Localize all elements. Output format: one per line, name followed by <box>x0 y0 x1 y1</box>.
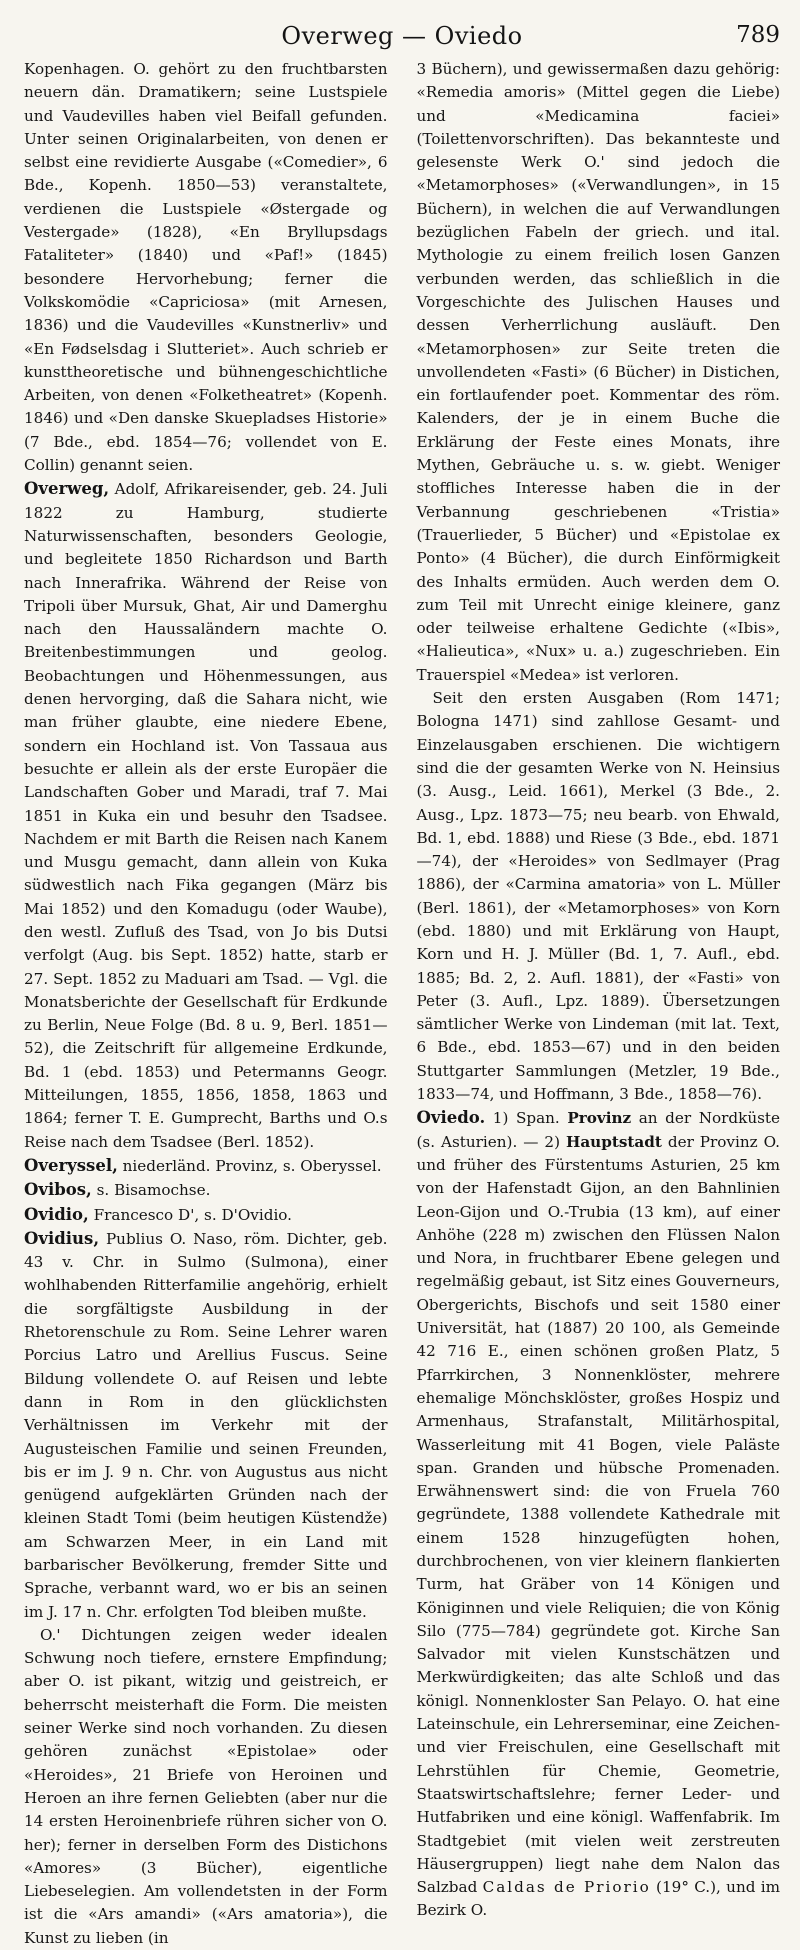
entry-overyssel <box>24 1154 388 1178</box>
lemma-overyssel: Overyssel, <box>24 1155 118 1175</box>
entry-overyssel-text: niederländ. Provinz, s. Oberyssel. <box>117 1156 382 1175</box>
entry-ovibos-text: s. Bisamochse. <box>91 1181 211 1200</box>
oviedo-pre: 1) Span. <box>485 1109 568 1128</box>
oviedo-hauptstadt: Hauptstadt <box>565 1132 662 1151</box>
right-column <box>416 58 780 1920</box>
entry-overweg <box>24 477 388 1154</box>
entry-ovidius-text: Publius O. Naso, röm. Dichter, geb. 43 v. Chr. in Sulmo (Sulmona), einer wohlhabenden Ritterfamilie angehörig, erhielt die sorgfältigste Ausbildung in der Rhetorenschule zu Rom. Seine Lehrer waren Porcius Latro und Arellius Fuscus. Seine Bildung vollendete O. auf Reisen und lebte dann in Rom in den glücklichsten Verhältnissen im Verkehr mit der Augusteischen Familie und seinen Freunden, bis er im J. 9 n. Chr. von Augustus aus nicht genügend aufgeklärten Gründen nach der kleinen Stadt Tomi (beim heutigen Küstendže) am Schwarzen Meer, in ein Land mit barbarischer Bevölkerung, fremder Sitte und Sprache, verbannt ward, wo er bis an seinen im J. 17 n. Chr. erfolgten Tod bleiben mußte. <box>24 1229 388 1621</box>
page-number: 789 <box>736 22 780 48</box>
oviedo-mid: an der Nordküste (s. Asturien). — 2) <box>416 1109 780 1151</box>
ovidius-continuation: 3 Büchern), und gewissermaßen dazu gehörig: «Remedia amoris» (Mittel gegen die Liebe) und «Medicamina faciei» (Toilettenvorschriften). Das bekannteste und gelesenste Werk O.' sind jedoch die «Metamorphoses» («Verwandlungen», in 15 Büchern), in welchen die auf Verwandlungen bezüglichen Fabeln der griech. und ital. Mythologie zu einem freilich losen Ganzen verbunden werden, das schließlich in die Vorgeschichte des Julischen Hauses und dessen Verherrlichung ausläuft. Den «Metamorphosen» zur Seite treten die unvollendeten «Fasti» (6 Bücher) in Distichen, ein fortlaufender poet. Kommentar des röm. Kalenders, der je in einem Buche die Erklärung der Feste eines Monats, ihre Mythen, Gebräuche u. s. w. giebt. Weniger stoffliches Interesse haben die in der Verbannung geschriebenen «Tristia» (Trauerlieder, 5 Bücher) und «Epistolae ex Ponto» (4 Bücher), die durch Einförmigkeit des Inhalts ermüden. Auch werden dem O. zum Teil mit Unrecht einige kleinere, ganz oder teilweise erhaltene Gedichte («Ibis», «Halieutica», «Nux» u. a.) zugeschrieben. Ein Trauerspiel «Medea» ist verloren. <box>416 60 780 684</box>
entry-ovidio <box>24 1203 388 1227</box>
caldas-de-priorio: Caldas de Priorio <box>482 1878 651 1897</box>
paragraph-ausgaben: Seit den ersten Ausgaben (Rom 1471; Bologna 1471) sind zahllose Gesamt- und Einzelausgaben erschienen. Die wichtigern sind die der gesamten Werke von N. Heinsius (3. Ausg., Leid. 1661), Merkel (3 Bde., 2. Ausg., Lpz. 1873—75; neu bearb. von Ehwald, Bd. 1, ebd. 1888) und Riese (3 Bde., ebd. 1871—74), der «Heroides» von Sedlmayer (Prag 1886), der «Carmina amatoria» von L. Müller (Berl. 1861), der «Metamorphoses» von Korn (ebd. 1880) und mit Erklärung von Haupt, Korn und H. J. Müller (Bd. 1, 7. Aufl., ebd. 1885; Bd. 2, 2. Aufl. 1881), der «Fasti» von Peter (3. Aufl., Lpz. 1889). Übersetzungen sämtlicher Werke von Lindeman (mit lat. Text, 6 Bde., ebd. 1853—67) und in den beiden Stuttgarter Sammlungen (Metzler, 19 Bde., 1833—74, und Hoffmann, 3 Bde., 1858—76). <box>416 689 780 1104</box>
lemma-overweg: Overweg, <box>24 479 110 499</box>
text-columns <box>24 58 780 1947</box>
page-header <box>24 18 780 58</box>
entry-ovidio-text: Francesco D', s. D'Ovidio. <box>88 1205 293 1224</box>
entry-continuation: Kopenhagen. O. gehört zu den fruchtbarsten neuern dän. Dramatikern; seine Lustspiele und Vaudevilles haben viel Beifall gefunden. Unter seinen Originalarbeiten, von denen er selbst eine revidierte Ausgabe («Comedier», 6 Bde., Kopenh. 1850—53) veranstaltete, verdienen die Lustspiele «Østergade og Vestergade» (1828), «En Bryllupsdags Fataliteter» (1840) und «Paf!» (1845) besondere Hervorhebung; ferner die Volkskomödie «Capriciosa» (mit Arnesen, 1836) und die Vaudevilles «Kunstnerliv» und «En Fødselsdag i Slutteriet». Auch schrieb er kunsttheoretische und bühnengeschichtliche Arbeiten, von denen «Folketheatret» (Kopenh. 1846) und «Den danske Skuepladses Historie» (7 Bde., ebd. 1854—76; vollendet von E. Collin) genannt seien. <box>24 60 388 475</box>
lemma-ovidio: Ovidio, <box>24 1204 89 1224</box>
oviedo-provinz: Provinz <box>567 1109 632 1128</box>
left-column <box>24 58 388 1947</box>
entry-ovidius <box>24 1227 388 1624</box>
lemma-ovibos: Ovibos, <box>24 1180 92 1200</box>
entry-oviedo <box>416 1106 780 1922</box>
lemma-ovidius: Ovidius, <box>24 1228 100 1248</box>
paragraph-dichtungen: O.' Dichtungen zeigen weder idealen Schwung noch tiefere, ernstere Empfindung; aber O. ist pikant, witzig und geistreich, er beherrscht meisterhaft die Form. Die meisten seiner Werke sind noch vorhanden. Zu diesen gehören zunächst «Epistolae» oder «Heroides», 21 Briefe von Heroinen und Heroen an ihre fernen Geliebten (aber nur die 14 ersten Heroinenbriefe rühren sicher von O. her); ferner in derselben Form des Distichons «Amores» (3 Bücher), eigentliche Liebeselegien. Am vollendetsten in der Form ist die «Ars amandi» («Ars amatoria»), die Kunst zu lieben (in <box>24 1625 388 1947</box>
running-head: Overweg — Oviedo <box>281 22 523 50</box>
oviedo-end: (19° C.), und im Bezirk O. <box>416 1878 780 1920</box>
column-divider <box>402 58 403 1298</box>
entry-ovibos <box>24 1178 388 1202</box>
oviedo-text: der Provinz O. und früher des Fürstentums Asturien, 25 km von der Hafenstadt Gijon, an den Bahnlinien Leon-Gijon und O.-Trubia (13 km), auf einer Anhöhe (228 m) zwischen den Flüssen Nalon und Nora, in fruchtbarer Ebene gelegen und regelmäßig gebaut, ist Sitz eines Gouverneurs, Obergerichts, Bischofs und seit 1580 einer Universität, hat (1887) 20 100, als Gemeinde 42 716 E., einen schönen großen Platz, 5 Pfarrkirchen, 3 Nonnenklöster, mehrere ehemalige Mönchsklöster, großes Hospiz und Armenhaus, Strafanstalt, Militärhospital, Wasserleitung mit 41 Bogen, viele Paläste span. Granden und hübsche Promenaden. Erwähnenswert sind: die von Fruela 760 gegründete, 1388 vollendete Kathedrale mit einem 1528 hinzugefügten hohen, durchbrochenen, von vier kleinern flankierten Turm, hat Gräber von 14 Königen und Königinnen und viele Reliquien; die von König Silo (775—784) gegründete got. Kirche San Salvador mit vielen Kunstschätzen und Merkwürdigkeiten; das alte Schloß und das königl. Nonnenkloster San Pelayo. O. hat eine Lateinschule, ein Lehrerseminar, eine Zeichen- und vier Freischulen, eine Gesellschaft mit Lehrstühlen für Chemie, Geometrie, Staatswirtschaftslehre; ferner Leder- und Hutfabriken und eine königl. Waffenfabrik. Im Stadtgebiet (mit vielen weit zerstreuten Häusergruppen) liegt nahe dem Nalon das Salzbad <box>416 1132 780 1897</box>
entry-overweg-text: Adolf, Afrikareisender, geb. 24. Juli 1822 zu Hamburg, studierte Naturwissenschaften, besonders Geologie, und begleitete 1850 Richardson und Barth nach Innerafrika. Während der Reise von Tripoli über Mursuk, Ghat, Air und Damerghu nach den Haussaländern machte O. Breitenbestimmungen und geolog. Beobachtungen und Höhenmessungen, aus denen hervorging, daß die Sahara nicht, wie man früher glaubte, eine niedere Ebene, sondern ein Hochland ist. Von Tassaua aus besuchte er allein als der erste Europäer die Landschaften Gober und Maradi, traf 7. Mai 1851 in Kuka ein und besuhr den Tsadsee. Nachdem er mit Barth die Reisen nach Kanem und Musgu gemacht, dann allein von Kuka südwestlich nach Fika gegangen (März bis Mai 1852) und den Komadugu (oder Waube), den westl. Zufluß des Tsad, von Jo bis Dutsi verfolgt (Aug. bis Sept. 1852) hatte, starb er 27. Sept. 1852 zu Maduari am Tsad. — Vgl. die Monatsberichte der Gesellschaft für Erdkunde zu Berlin, Neue Folge (Bd. 8 u. 9, Berl. 1851—52), die Zeitschrift für allgemeine Erdkunde, Bd. 1 (ebd. 1853) und Petermanns Geogr. Mitteilungen, 1855, 1856, 1858, 1863 und 1864; ferner T. E. Gumprecht, Barths und O.s Reise nach dem Tsadsee (Berl. 1852). <box>24 480 388 1151</box>
lemma-oviedo: Oviedo. <box>416 1108 486 1128</box>
